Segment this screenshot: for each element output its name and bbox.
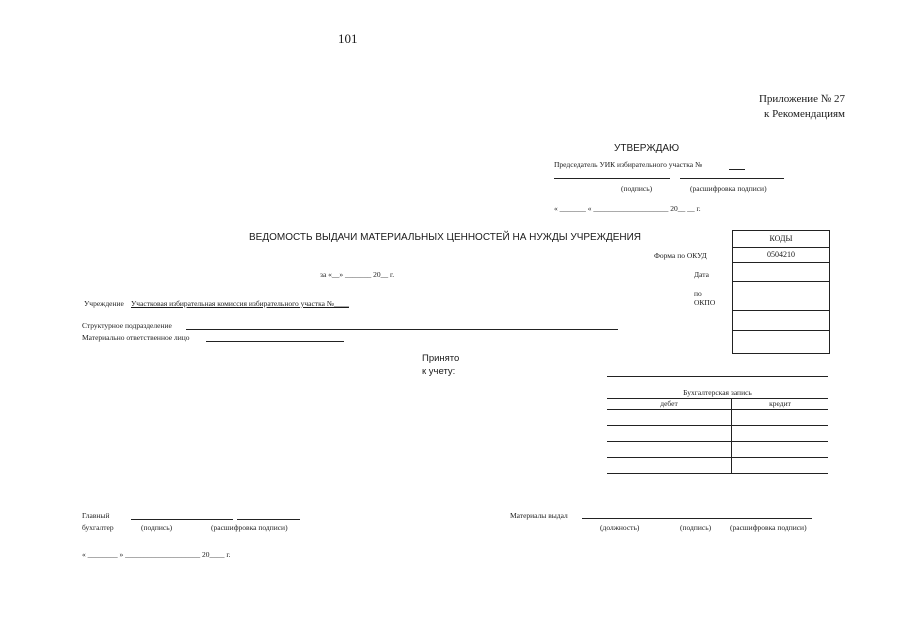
accounting-row	[607, 410, 828, 426]
approve-date-line: « _______ « ____________________ 20__ __ г.	[554, 204, 701, 213]
document-title: ВЕДОМОСТЬ ВЫДАЧИ МАТЕРИАЛЬНЫХ ЦЕННОСТЕЙ НА НУЖДЫ УЧРЕЖДЕНИЯ	[249, 232, 642, 243]
issued-decode-caption: (расшифровка подписи)	[730, 523, 807, 532]
okpo-cell	[733, 282, 829, 311]
issued-line	[582, 518, 812, 519]
issued-position-caption: (должность)	[600, 523, 640, 532]
page-number: 101	[338, 31, 358, 46]
appendix-line-2: к Рекомендациям	[763, 108, 845, 120]
codes-table	[732, 230, 830, 354]
approve-chair-number-line	[729, 169, 745, 170]
chief-sig-caption: (подпись)	[141, 523, 173, 532]
credit-header: кредит	[769, 399, 791, 408]
division-line	[186, 329, 618, 330]
issued-sig-caption: (подпись)	[680, 523, 712, 532]
institution-label: Учреждение	[84, 299, 124, 308]
accounting-row	[607, 458, 828, 474]
appendix-line-1: Приложение № 27	[758, 93, 845, 105]
debit-header: дебет	[607, 399, 732, 409]
approve-title: УТВЕРЖДАЮ	[614, 143, 680, 154]
approve-chair: Председатель УИК избирательного участка №	[554, 160, 703, 169]
codes-header: КОДЫ	[733, 231, 829, 248]
responsible-code-cell	[733, 331, 829, 353]
okud-value: 0504210	[733, 248, 829, 263]
division-code-cell	[733, 311, 829, 331]
chief-decode-caption: (расшифровка подписи)	[211, 523, 288, 532]
chief-label-1: Главный	[82, 511, 110, 520]
date-cell	[733, 263, 829, 282]
approve-sig-line	[554, 178, 670, 179]
chief-decode-line	[237, 519, 300, 520]
division-label: Структурное подразделение	[82, 321, 172, 330]
approve-sig-caption: (подпись)	[621, 184, 653, 193]
chief-date-line: « ________ » ____________________ 20____ г.	[82, 550, 231, 559]
accounting-row	[607, 426, 828, 442]
accepted-line-2: к учету:	[422, 366, 456, 377]
accounting-header: Бухгалтерская запись	[607, 388, 828, 399]
accounting-columns	[607, 399, 828, 410]
responsible-label: Материально ответственное лицо	[82, 333, 190, 342]
period-line: за «__» _______ 20__ г.	[320, 270, 395, 279]
accepted-line-1: Принято	[422, 353, 460, 364]
institution-value: Участковая избирательная комиссия избирательного участка №____	[131, 299, 349, 308]
approve-decode-line	[680, 178, 784, 179]
date-label: Дата	[694, 270, 709, 279]
approve-decode-caption: (расшифровка подписи)	[690, 184, 767, 193]
chief-label-2: бухгалтер	[82, 523, 114, 532]
issued-label: Материалы выдал	[510, 511, 568, 520]
chief-sig-line	[131, 519, 233, 520]
okud-label: Форма по ОКУД	[654, 251, 707, 260]
accounting-table	[607, 376, 828, 474]
okpo-label-1: по	[694, 289, 702, 298]
okpo-label-2: ОКПО	[694, 298, 716, 307]
accounting-row	[607, 442, 828, 458]
responsible-line	[206, 341, 344, 342]
